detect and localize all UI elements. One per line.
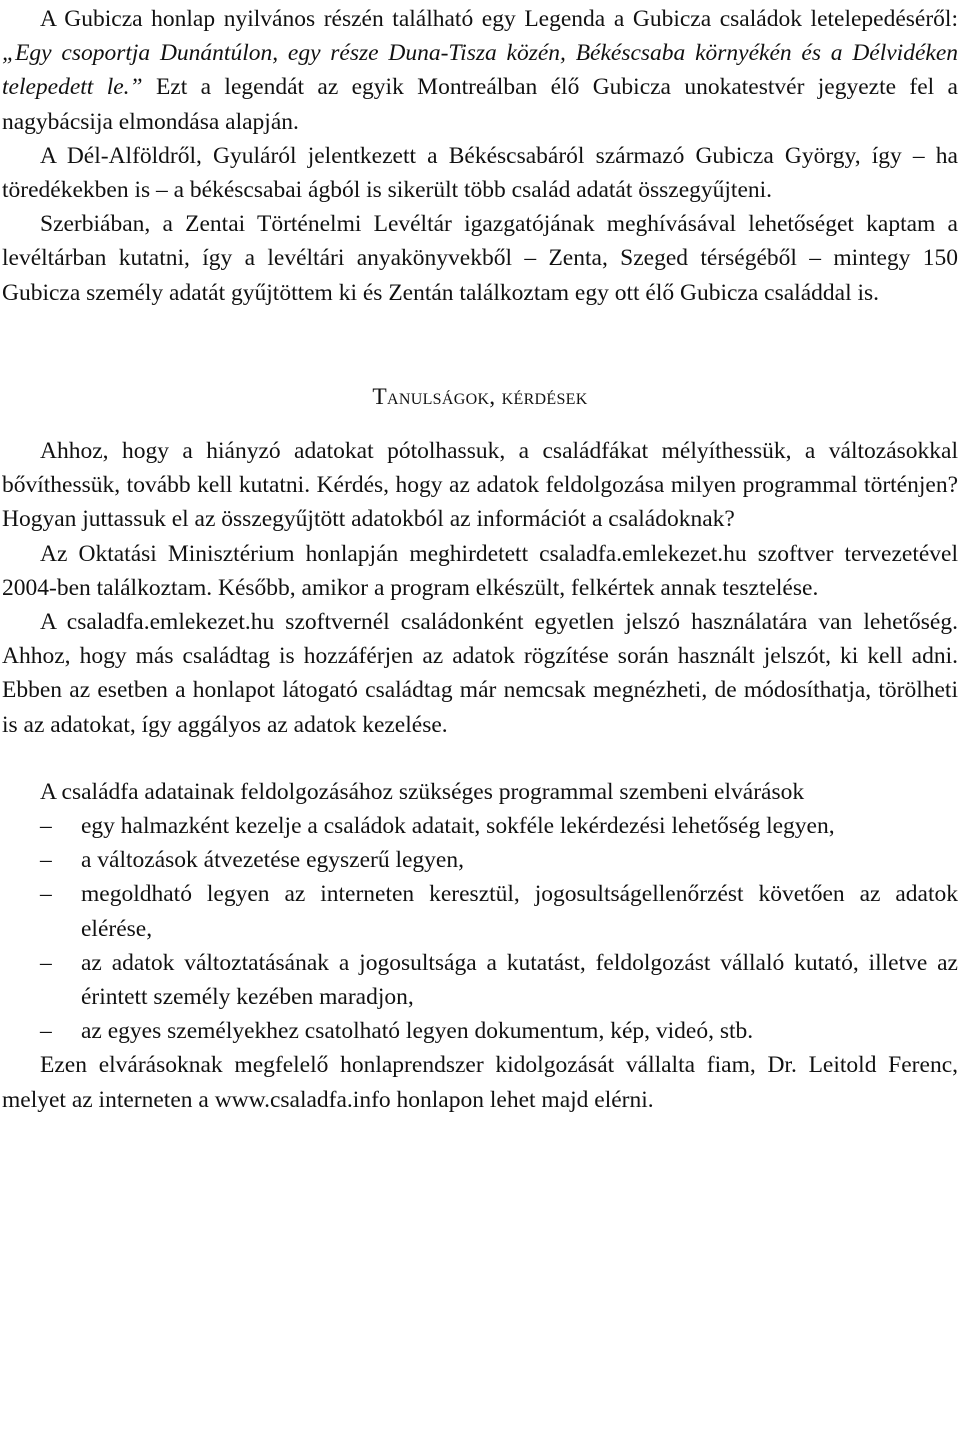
legend-source: Ezt a legendát az egyik Montreálban élő Gubicza unokatestvér jegyezte fel a nagybácsija elmondása alapján.: [2, 74, 958, 135]
dash-bullet: –: [40, 881, 52, 908]
paragraph-requirements-intro: A családfa adatainak feldolgozásához szükséges programmal szembeni elvárások: [40, 778, 805, 805]
list-item-text: a változások átvezetése egyszerű legyen,: [81, 847, 464, 874]
legend-quote: „Egy csoportja Dunántúlon, egy része Duna-Tisza közén, Békéscsaba környékén és a Délvidéken telepedett le.”: [2, 40, 958, 101]
legend-intro: A Gubicza honlap nyilvános részén található egy Legenda a Gubicza családok letelepedéséről:: [40, 6, 958, 32]
dash-bullet: –: [40, 847, 52, 874]
list-item-text: az adatok változtatásának a jogosultsága a kutatást, feldolgozást vállaló kutató, illetve az érintett személy kezében maradjon,: [81, 949, 958, 1011]
list-item: [2, 1014, 958, 1048]
list-item-text: egy halmazként kezelje a családok adatait, sokféle lekérdezési lehetőség legyen,: [81, 813, 835, 840]
paragraph-serbia: Szerbiában, a Zentai Történelmi Levéltár igazgatójának meghívásával lehetőséget kaptam a levéltárban kutatni, így a levéltári anyakönyvekből – Zenta, Szeged térségéből – mintegy 150 Gubicza személy adatát gyűjtöttem ki és Zentán találkoztam egy ott élő Gubicza családdal is.: [2, 211, 958, 306]
list-item: [2, 809, 958, 843]
dash-bullet: –: [40, 949, 52, 976]
list-item: [2, 877, 958, 945]
paragraph-closing: Ezen elvárásoknak megfelelő honlaprendszer kidolgozását vállalta fiam, Dr. Leitold Ferenc, melyet az interneten a www.csaladfa.info honlapon lehet majd elérni.: [2, 1052, 958, 1113]
requirements-list: [2, 809, 958, 1048]
paragraph-gap: [2, 742, 958, 775]
section-heading: Tanulságok, kérdések: [372, 383, 588, 410]
dash-bullet: –: [40, 813, 52, 840]
paragraph-legend: [2, 2, 958, 139]
list-item: [2, 946, 958, 1014]
paragraph-software-intro: Az Oktatási Minisztérium honlapján meghirdetett csaladfa.emlekezet.hu szoftver tervezetével 2004-ben találkoztam. Később, amikor a program elkészült, felkértek annak tesztelése.: [2, 540, 958, 601]
list-item-text: az egyes személyekhez csatolható legyen dokumentum, kép, videó, stb.: [81, 1018, 754, 1045]
list-item-text: megoldható legyen az interneten keresztül, jogosultságellenőrzést követően az adatok elérése,: [81, 881, 958, 942]
paragraph-gyula: A Dél-Alföldről, Gyuláról jelentkezett a Békéscsabáról származó Gubicza György, így – ha töredékekben is – a békéscsabai ágból is sikerült több család adatát összegyűjteni.: [2, 142, 958, 204]
list-item: [2, 843, 958, 877]
dash-bullet: –: [40, 1018, 52, 1045]
paragraph-password: A csaladfa.emlekezet.hu szoftvernél családonként egyetlen jelszó használatára van lehetőség. Ahhoz, hogy más családtag is hozzáférjen az adatok rögzítése során használt jelszót, ki kell adni. Ebben az esetben a honlapot látogató családtag már nemcsak megnézheti, de módosíthatja, törölheti is az adatokat, így aggályos az adatok kezelése.: [2, 609, 958, 738]
paragraph-questions: Ahhoz, hogy a hiányzó adatokat pótolhassuk, a családfákat mélyíthessük, a változásokkal bővíthessük, tovább kell kutatni. Kérdés, hogy az adatok feldolgozása milyen programmal történjen? Hogyan juttassuk el az összegyűjtött adatokból az információt a családoknak?: [2, 438, 958, 533]
